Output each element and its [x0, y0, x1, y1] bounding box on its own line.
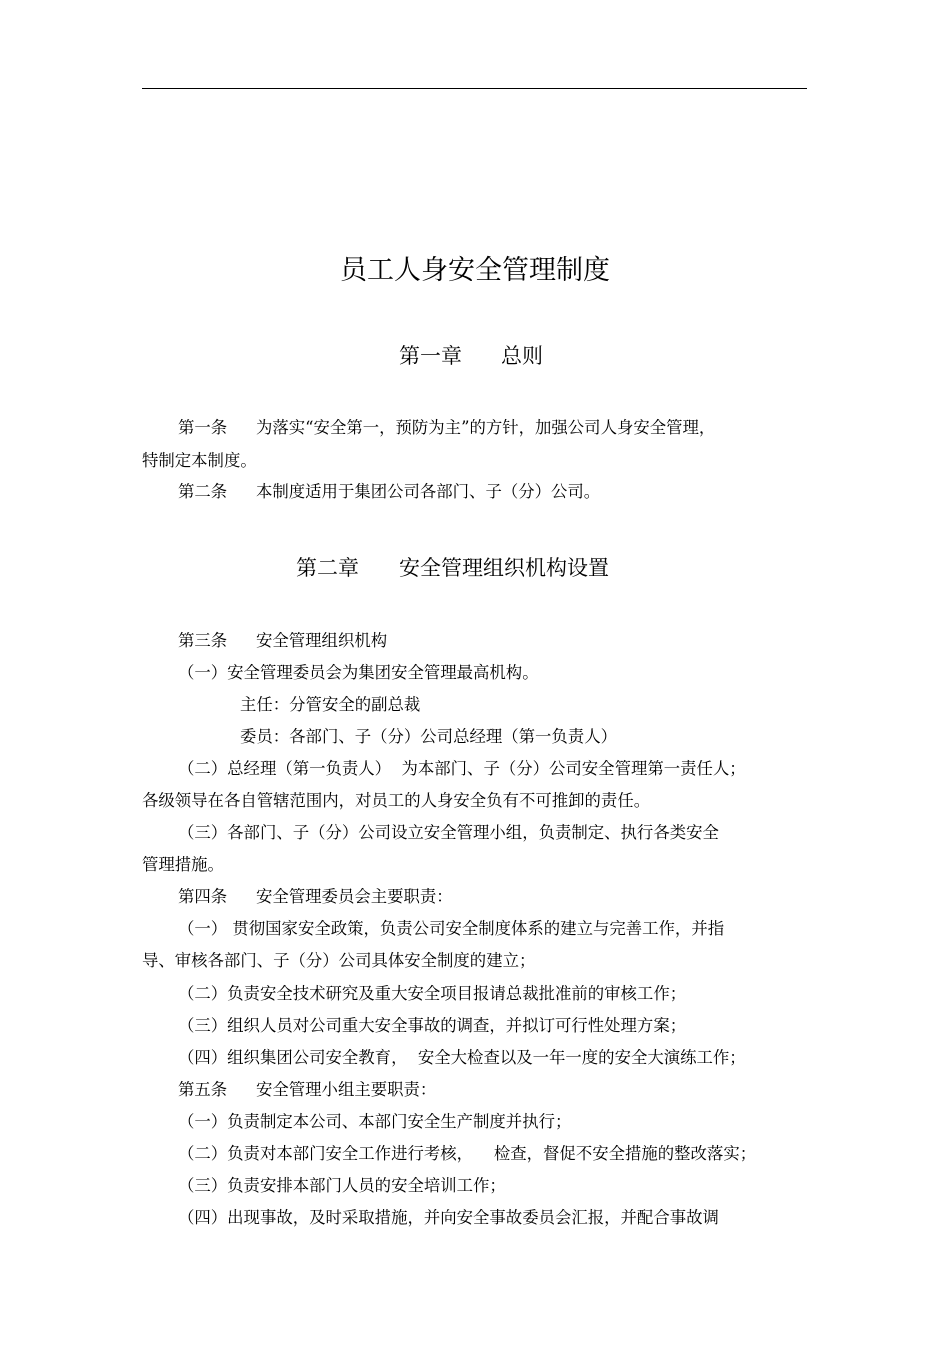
article-3-label: 第三条 — [178, 631, 228, 650]
article-3-item-3-cont: 管理措施。 — [142, 855, 224, 874]
article-4-item-3: （三）组织人员对公司重大安全事故的调查，并拟订可行性处理方案； — [178, 1016, 687, 1035]
article-5-item-3: （三）负责安排本部门人员的安全培训工作； — [178, 1176, 506, 1195]
article-4-item-1-cont: 导、审核各部门、子（分）公司具体安全制度的建立； — [142, 951, 536, 970]
article-4-item-2: （二）负责安全技术研究及重大安全项目报请总裁批准前的审核工作； — [178, 984, 687, 1003]
article-2-label: 第二条 — [178, 482, 228, 501]
article-2-text: 本制度适用于集团公司各部门、子（分）公司。 — [256, 482, 601, 501]
chapter-2-heading — [0, 554, 950, 584]
article-4-label: 第四条 — [178, 887, 228, 906]
article-4-text: 安全管理委员会主要职责： — [256, 887, 453, 906]
chapter-1-name: 总则 — [501, 344, 543, 368]
chapter-1-heading — [0, 342, 950, 372]
article-5-item-1: （一）负责制定本公司、本部门安全生产制度并执行； — [178, 1112, 572, 1131]
article-4-item-4: （四）组织集团公司安全教育， 安全大检查以及一年一度的安全大演练工作； — [178, 1048, 746, 1067]
article-3-text: 安全管理组织机构 — [256, 631, 388, 650]
article-3-item-2: （二）总经理（第一负责人） 为本部门、子（分）公司安全管理第一责任人； — [178, 759, 746, 778]
article-3-item-3: （三）各部门、子（分）公司设立安全管理小组，负责制定、执行各类安全 — [178, 823, 719, 842]
chapter-1-number: 第一章 — [399, 344, 462, 368]
article-3-director: 主任：分管安全的副总裁 — [240, 695, 421, 714]
document-title: 员工人身安全管理制度 — [340, 255, 610, 286]
chapter-2-name: 安全管理组织机构设置 — [399, 556, 609, 580]
article-3-item-1: （一）安全管理委员会为集团安全管理最高机构。 — [178, 663, 539, 682]
article-3-members: 委员：各部门、子（分）公司总经理（第一负责人） — [240, 727, 617, 746]
article-5-item-2: （二）负责对本部门安全工作进行考核， 检查，督促不安全措施的整改落实； — [178, 1144, 757, 1163]
article-4-item-1: （一） 贯彻国家安全政策，负责公司安全制度体系的建立与完善工作，并指 — [178, 919, 725, 938]
article-5-item-4: （四）出现事故，及时采取措施，并向安全事故委员会汇报，并配合事故调 — [178, 1208, 719, 1227]
header-rule — [142, 88, 807, 89]
article-1-text: 为落实“安全第一，预防为主”的方针，加强公司人身安全管理， — [256, 418, 716, 437]
article-5-text: 安全管理小组主要职责： — [256, 1080, 437, 1099]
article-1-label: 第一条 — [178, 418, 228, 437]
article-1-text-cont: 特制定本制度。 — [142, 451, 257, 470]
article-3-item-2-cont: 各级领导在各自管辖范围内，对员工的人身安全负有不可推卸的责任。 — [142, 791, 651, 810]
chapter-2-number: 第二章 — [296, 556, 359, 580]
article-5-label: 第五条 — [178, 1080, 228, 1099]
